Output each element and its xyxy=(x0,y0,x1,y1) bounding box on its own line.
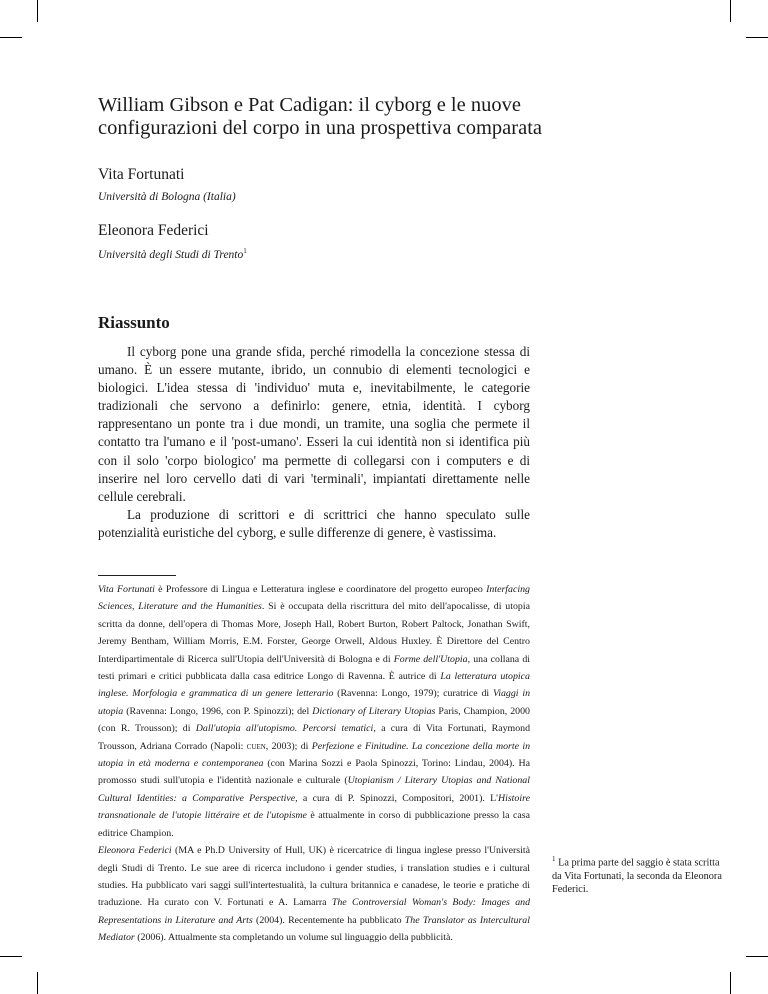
footnote-marker: 1 xyxy=(243,247,247,255)
italic-run: Interfacing Sciences, Literature and the Humanities xyxy=(98,584,530,613)
text-run: , a cura di Vita Fortunati, Raymond Trousson, Adriana Corrado (Napoli: xyxy=(98,723,531,752)
text-run: , 2003); di xyxy=(265,740,312,752)
italic-run: Viaggi in utopia xyxy=(98,688,531,717)
text-run: , una collana di testi primari e critici pubblicata dalla casa editrice Longo di Ravenna. È autrice di xyxy=(98,653,530,683)
footnote-text: La prima parte del saggio è stata scritta da Vita Fortunati, la seconda da Eleonora Federici. xyxy=(552,857,722,895)
affiliation-text: Università degli Studi di Trento xyxy=(98,248,244,261)
italic-run: Vita Fortunati xyxy=(98,584,155,595)
crop-mark xyxy=(730,972,731,994)
italic-run: The Controversial Woman's Body: Images and Representations in Literature and Arts xyxy=(98,897,531,926)
author-notes xyxy=(98,581,530,947)
italic-run: The Translator as Intercultural Mediator xyxy=(98,914,530,944)
abstract-paragraph: La produzione di scrittori e di scrittrici che hanno speculato sulle potenzialità euristiche del cyborg, e sulle differenze di genere, è vastissima. xyxy=(98,506,530,540)
italic-run: Dictionary of Literary Utopias xyxy=(312,705,436,717)
bio-note-fortunati xyxy=(98,581,530,842)
italic-run: La letteratura utopica inglese. Morfologia e grammatica di un genere letterario xyxy=(98,671,530,700)
text-run: (MA e Ph.D University of Hull, UK) è ricercatrice di lingua inglese presso l'Università degli Studi di Trento. Le sue aree di ricerca includono i gender studies, i translation studies e i cultural studies. Ha pubblicato vari saggi sull'intertestualità, la cultura britannica e canadese, le teorie e pratiche di traduzione. Ha curato con V. Fortunati e A. Lamarra xyxy=(98,845,531,909)
author-name: Eleonora Federici xyxy=(98,222,209,239)
crop-mark xyxy=(746,956,768,957)
italic-run: Forme dell'Utopia xyxy=(393,653,468,665)
crop-mark xyxy=(0,956,22,957)
author-affiliation: Università di Bologna (Italia) xyxy=(98,191,236,203)
italic-run: Utopianism / Literary Utopias and National Cultural Identities: a Comparative Perspective xyxy=(98,775,530,804)
text-run: (Ravenna: Longo, 1996, con P. Spinozzi); del xyxy=(123,705,313,717)
author-affiliation xyxy=(98,247,247,261)
text-run: (Ravenna: Longo, 1979); curatrice di xyxy=(333,688,493,700)
crop-mark xyxy=(37,972,38,994)
author-name: Vita Fortunati xyxy=(98,166,185,183)
text-run: è Professore di Lingua e Letteratura inglese e coordinatore del progetto europeo xyxy=(154,584,487,595)
bio-note-federici xyxy=(98,842,530,946)
italic-run: Perfezione e Finitudine. La concezione della morte in utopia in età moderna e contemporanea xyxy=(98,740,531,770)
crop-mark xyxy=(37,0,38,22)
crop-mark xyxy=(730,0,731,22)
abstract-body xyxy=(98,343,530,542)
italic-run: Histoire transnationale de l'utopie littéraire et de l'utopisme xyxy=(98,792,530,822)
text-run: è attualmente in corso di pubblicazione presso la casa editrice Champion. xyxy=(98,810,530,839)
footnote-rule xyxy=(98,575,176,576)
abstract-paragraph: Il cyborg pone una grande sfida, perché rimodella la concezione stessa di umano. È un essere mutante, ibrido, un connubio di elementi tecnologici e biologici. L'idea stessa di 'individuo' muta e, inevitabilmente, le categorie tradizionali che servono a definirlo: genere, etnia, identità. I cyborg rappresentano un ponte tra i due mondi, un tramite, una soglia che permete il contatto tra l'umano e il 'post-umano'. Esseri la cui identità non si identifica più con il solo 'corpo biologico' ma permette di collegarsi con i computers e di inserire nel loro cervello dati di vari 'terminali', impiantati direttamente nelle cellule cerebrali. xyxy=(98,344,530,504)
italic-run: Eleonora Federici xyxy=(98,845,172,857)
footnote-number: 1 xyxy=(552,855,556,863)
text-run: cuen xyxy=(246,740,266,752)
side-footnote xyxy=(552,853,722,896)
crop-mark xyxy=(0,37,22,38)
text-run: . Si è occupata della riscrittura del mito dell'apocalisse, di utopia scritta da donne, dell'opera di Thomas More, Joseph Hall, Robert Burton, Robert Paltock, Jonathan Swift, Jeremy Bentham, William Morris, E.M. Forster, George Orwell, Aldous Huxley. È Direttore del Centro Interdipartimentale di Ricerca sull'Utopia dell'Università di Bologna e di xyxy=(98,601,530,665)
text-run: , a cura di P. Spinozzi, Compositori, 2001). L' xyxy=(295,792,498,804)
text-run: (2006). Attualmente sta completando un volume sul linguaggio della pubblicità. xyxy=(134,932,453,944)
italic-run: Dall'utopia all'utopismo. Percorsi tematici xyxy=(195,723,374,735)
text-run: (2004). Recentemente ha pubblicato xyxy=(252,914,405,926)
text-run: Paris, Champion, 2000 (con R. Trousson); di xyxy=(98,705,530,735)
article-title: William Gibson e Pat Cadigan: il cyborg e le nuove configurazioni del corpo in una prospettiva comparata xyxy=(98,94,543,139)
text-run: (con Marina Sozzi e Paola Spinozzi, Torino: Lindau, 2004). Ha promosso studi sull'utopia e l'identità nazionale e culturale ( xyxy=(98,758,531,787)
crop-mark xyxy=(746,37,768,38)
section-heading: Riassunto xyxy=(98,313,170,332)
